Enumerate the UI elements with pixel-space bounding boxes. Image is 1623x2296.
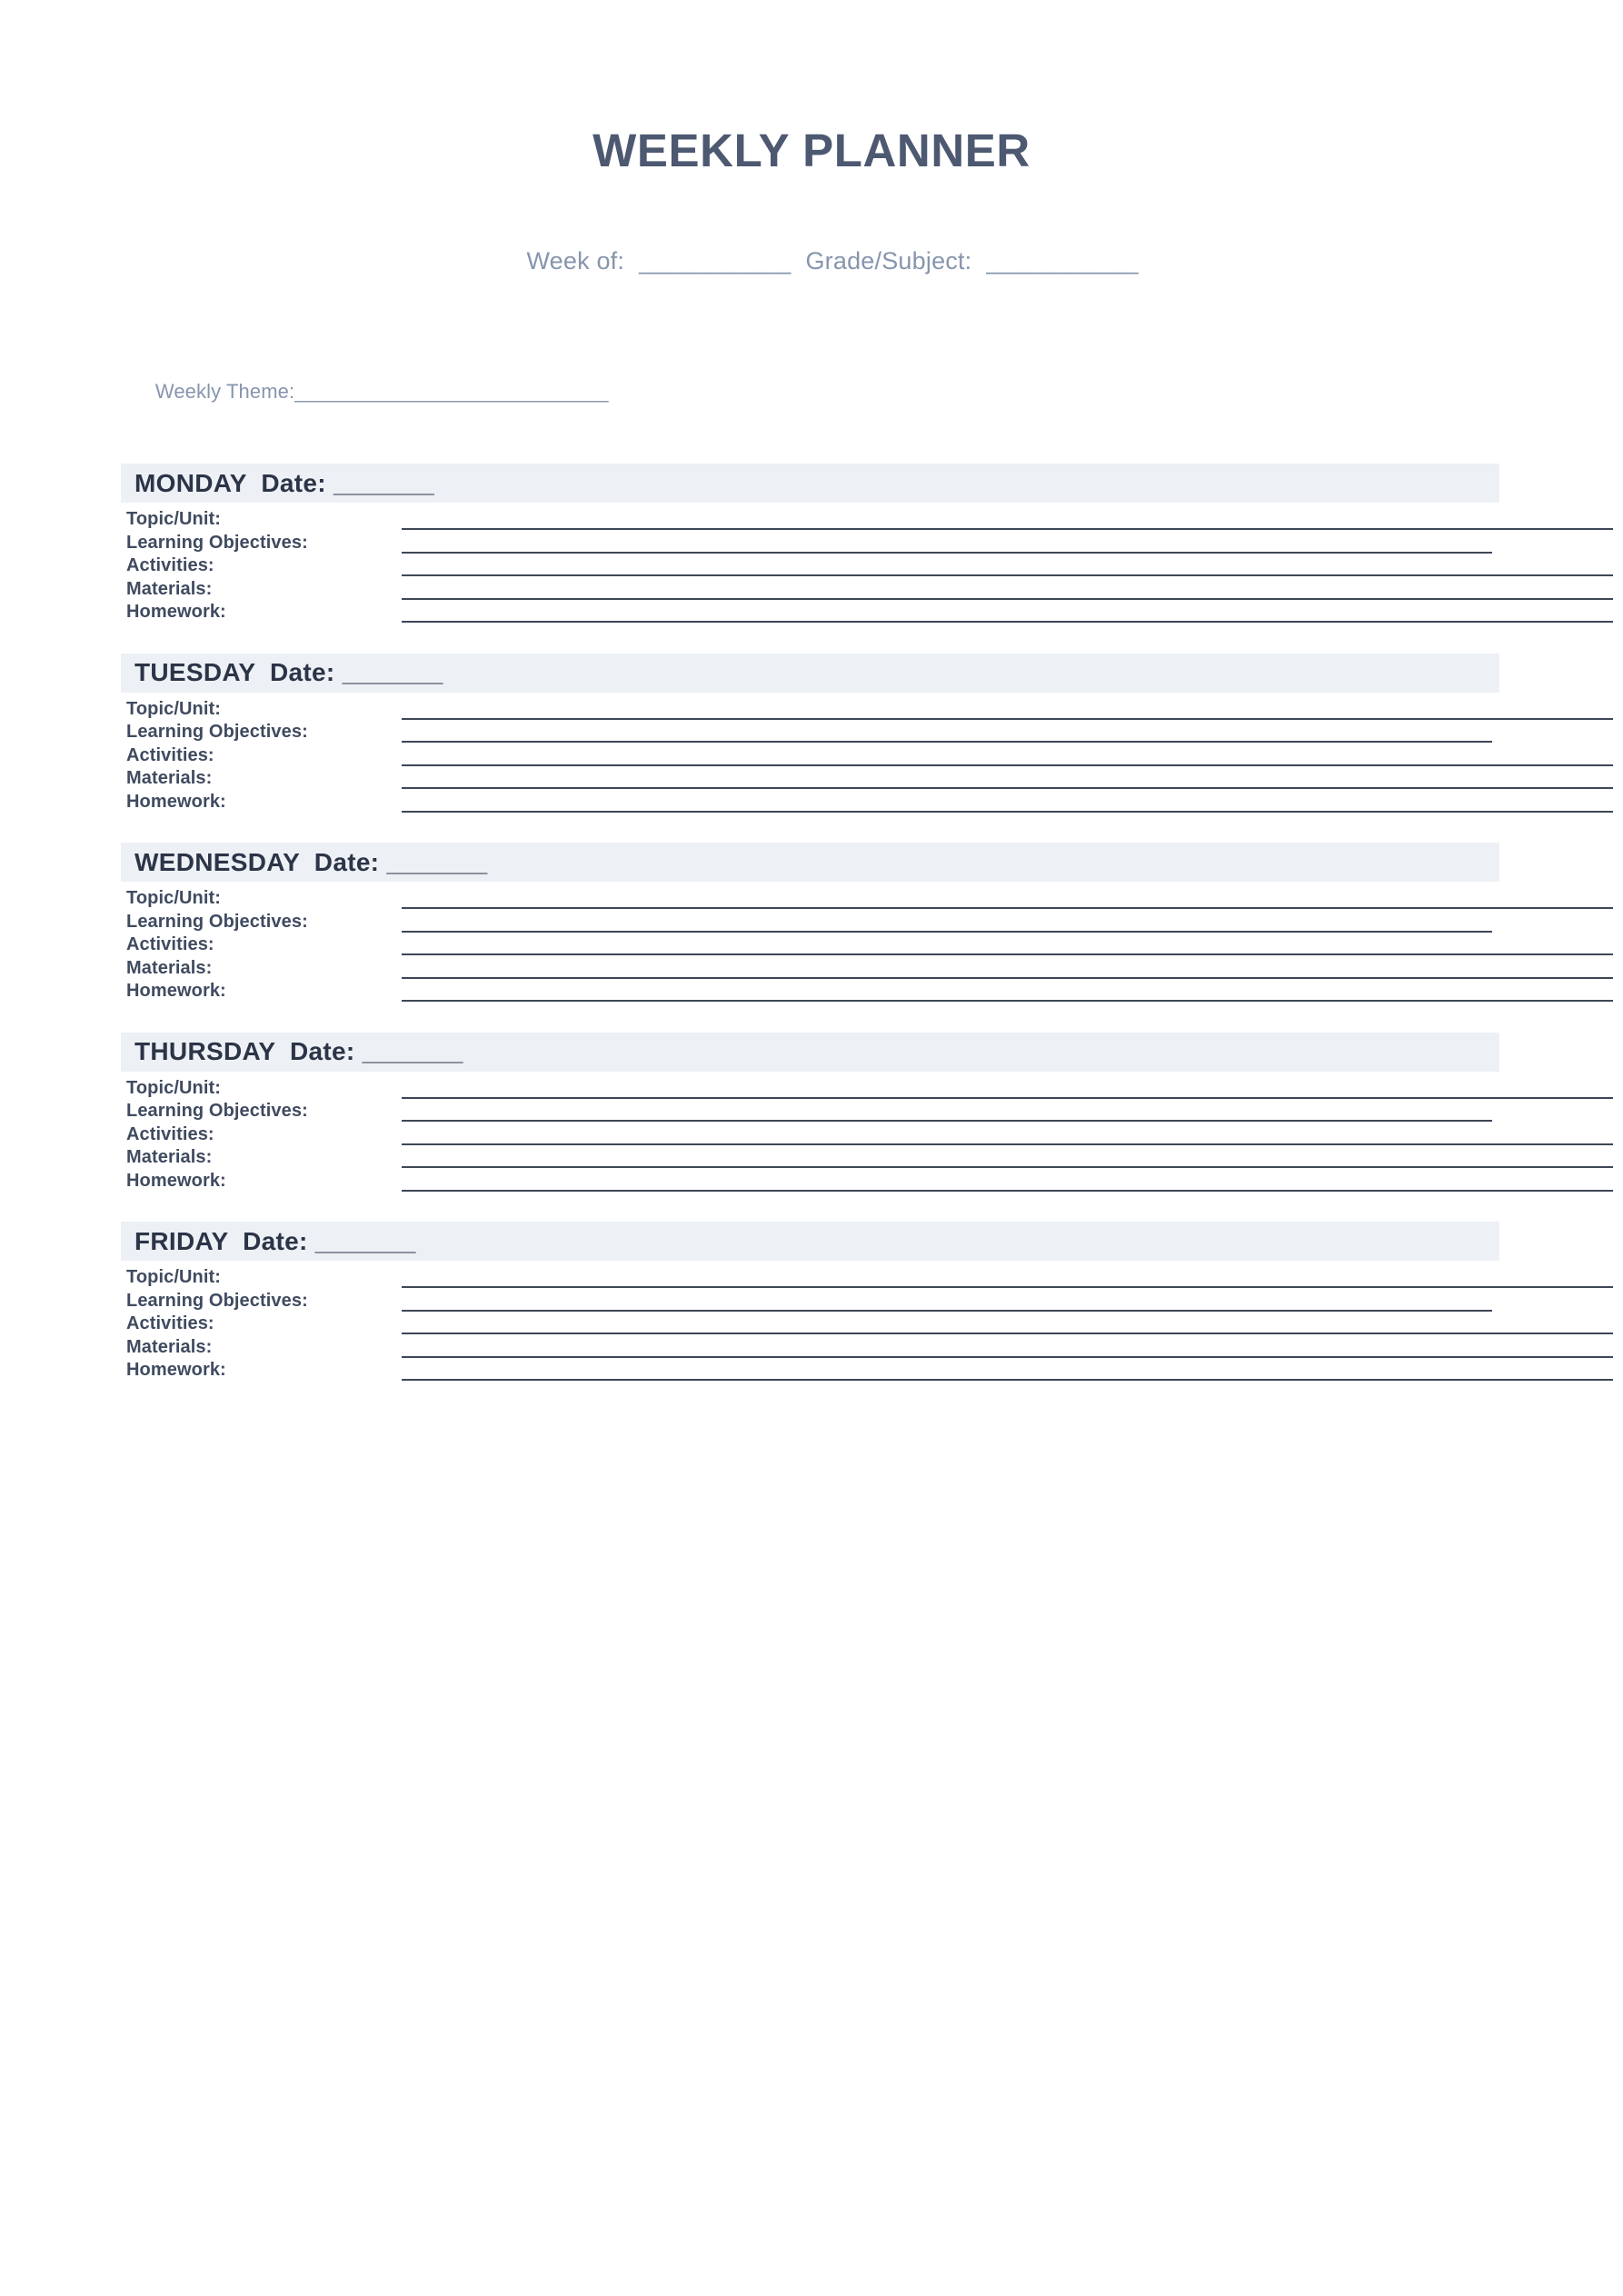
field-row: [121, 913, 1623, 936]
day-section-wednesday: [0, 843, 1623, 1005]
field-row: [121, 556, 1623, 580]
field-write-line[interactable]: [402, 1333, 1613, 1334]
weekly-theme-row: [0, 356, 1623, 427]
field-write-line[interactable]: [402, 718, 1613, 720]
field-write-line[interactable]: [402, 1379, 1613, 1381]
field-label: Materials:: [126, 957, 213, 978]
field-write-line[interactable]: [402, 977, 1613, 979]
field-write-line[interactable]: [402, 1310, 1492, 1312]
field-write-line[interactable]: [402, 574, 1613, 576]
field-label: Topic/Unit:: [126, 1267, 222, 1287]
field-row: [121, 769, 1623, 793]
day-header-label: MONDAY Date: _______: [134, 468, 435, 497]
day-sections: [0, 464, 1623, 1384]
field-label: Activities:: [126, 1313, 214, 1333]
field-label: Learning Objectives:: [126, 1290, 308, 1311]
header-fields-row: [0, 219, 1623, 304]
field-row: [121, 1172, 1623, 1195]
field-row: [121, 1361, 1623, 1384]
field-row: [121, 793, 1623, 816]
day-fields: [0, 1079, 1623, 1195]
field-write-line[interactable]: [402, 1143, 1613, 1145]
field-write-line[interactable]: [402, 552, 1492, 554]
field-write-line[interactable]: [402, 621, 1613, 623]
field-write-line[interactable]: [402, 1120, 1492, 1122]
day-section-thursday: [0, 1033, 1623, 1195]
field-label: Activities:: [126, 555, 214, 575]
field-write-line[interactable]: [402, 931, 1492, 933]
day-fields: [0, 700, 1623, 816]
field-row: [121, 1079, 1623, 1103]
day-header-monday[interactable]: [121, 464, 1499, 503]
field-label: Topic/Unit:: [126, 1077, 222, 1098]
day-section-monday: [0, 464, 1623, 626]
field-label: Activities:: [126, 744, 214, 765]
field-write-line[interactable]: [402, 1000, 1613, 1002]
day-header-label: TUESDAY Date: _______: [134, 658, 443, 686]
field-label: Materials:: [126, 578, 213, 599]
field-write-line[interactable]: [402, 1356, 1613, 1358]
day-header-label: WEDNESDAY Date: _______: [134, 847, 488, 876]
field-row: [121, 889, 1623, 913]
field-row: [121, 580, 1623, 604]
week-of-blank[interactable]: ___________: [639, 247, 792, 275]
weekly-theme-label: Weekly Theme:: [154, 380, 295, 403]
day-header-wednesday[interactable]: [121, 843, 1499, 882]
field-row: [121, 959, 1623, 983]
day-section-friday: [0, 1222, 1623, 1384]
field-row: [121, 1314, 1623, 1338]
day-section-tuesday: [0, 654, 1623, 816]
field-label: Activities:: [126, 1123, 214, 1144]
day-header-label: THURSDAY Date: _______: [134, 1037, 463, 1065]
day-fields: [0, 1268, 1623, 1384]
field-row: [121, 1125, 1623, 1149]
field-row: [121, 1292, 1623, 1315]
field-row: [121, 723, 1623, 746]
field-write-line[interactable]: [402, 1097, 1613, 1099]
field-row: [121, 510, 1623, 534]
day-header-friday[interactable]: [121, 1222, 1499, 1261]
day-header-thursday[interactable]: [121, 1033, 1499, 1072]
field-row: [121, 746, 1623, 770]
field-write-line[interactable]: [402, 528, 1613, 530]
field-write-line[interactable]: [402, 907, 1613, 909]
field-write-line[interactable]: [402, 953, 1613, 955]
day-header-label: FRIDAY Date: _______: [134, 1226, 416, 1255]
field-row: [121, 982, 1623, 1005]
field-label: Homework:: [126, 981, 226, 1001]
field-row: [121, 935, 1623, 959]
field-write-line[interactable]: [402, 1166, 1613, 1168]
field-write-line[interactable]: [402, 764, 1613, 766]
field-row: [121, 534, 1623, 557]
day-fields: [0, 889, 1623, 1005]
field-label: Homework:: [126, 1360, 226, 1380]
grade-subject-blank[interactable]: ___________: [986, 247, 1139, 275]
field-write-line[interactable]: [402, 811, 1613, 813]
field-row: [121, 1102, 1623, 1125]
field-write-line[interactable]: [402, 1190, 1613, 1192]
field-label: Homework:: [126, 1170, 226, 1191]
grade-subject-label: Grade/Subject:: [805, 247, 972, 275]
field-label: Activities:: [126, 934, 214, 954]
field-label: Homework:: [126, 602, 226, 622]
field-row: [121, 1148, 1623, 1172]
week-of-label: Week of:: [526, 247, 625, 275]
field-label: Learning Objectives:: [126, 1101, 308, 1121]
field-row: [121, 603, 1623, 626]
field-row: [121, 1338, 1623, 1362]
field-label: Homework:: [126, 791, 226, 812]
field-label: Materials:: [126, 768, 213, 788]
field-label: Topic/Unit:: [126, 888, 222, 908]
field-row: [121, 1268, 1623, 1292]
field-write-line[interactable]: [402, 598, 1613, 600]
field-label: Materials:: [126, 1336, 213, 1357]
field-label: Learning Objectives:: [126, 532, 308, 553]
title-block: [0, 0, 1623, 304]
field-row: [121, 700, 1623, 724]
field-label: Learning Objectives:: [126, 911, 308, 932]
page-title: WEEKLY PLANNER: [592, 125, 1031, 176]
field-write-line[interactable]: [402, 787, 1613, 789]
day-header-tuesday[interactable]: [121, 654, 1499, 693]
field-label: Topic/Unit:: [126, 509, 222, 529]
field-write-line[interactable]: [402, 1286, 1613, 1288]
field-write-line[interactable]: [402, 741, 1492, 743]
field-label: Topic/Unit:: [126, 698, 222, 719]
field-label: Learning Objectives:: [126, 722, 308, 742]
day-fields: [0, 510, 1623, 626]
weekly-theme-blank[interactable]: ____________________________: [294, 380, 609, 403]
field-label: Materials:: [126, 1147, 213, 1167]
